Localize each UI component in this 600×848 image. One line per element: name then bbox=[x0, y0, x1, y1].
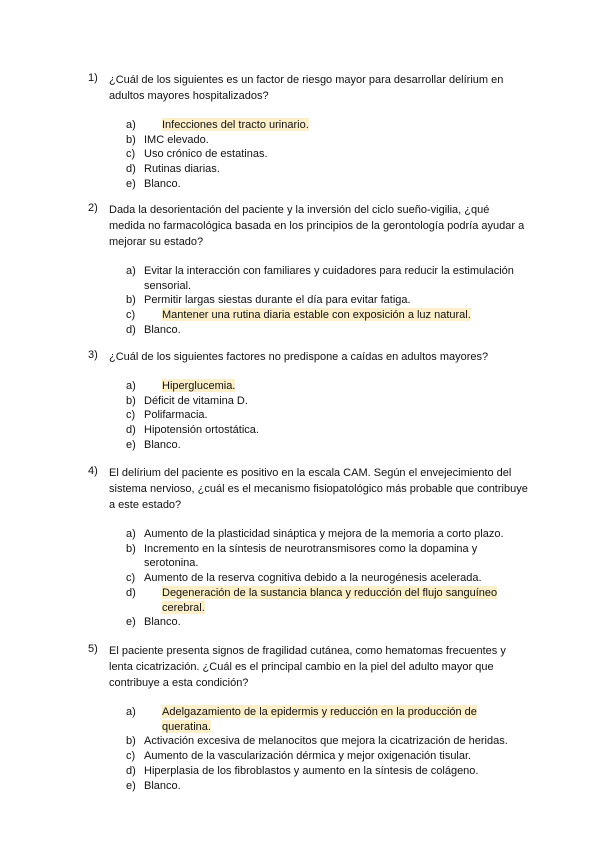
question-text: El delírium del paciente es positivo en la escala CAM. Según el envejecimiento del sistema nervioso, ¿cuál es el mecanismo fisiopatológico más probable que contribuye a este estado? bbox=[109, 467, 528, 511]
option-b[interactable] bbox=[126, 133, 528, 148]
option-a[interactable] bbox=[126, 264, 528, 293]
question-text: Dada la desorientación del paciente y la inversión del ciclo sueño-vigilia, ¿qué medida no farmacológica basada en los principios de la gerontología podría ayudar a mejorar su estado? bbox=[109, 204, 525, 248]
option-letter: b) bbox=[126, 542, 136, 555]
option-c[interactable] bbox=[126, 408, 528, 423]
option-letter: a) bbox=[126, 528, 136, 540]
option-b[interactable] bbox=[126, 542, 528, 571]
option-text-highlighted: Adelgazamiento de la epidermis y reducción en la producción de queratina. bbox=[162, 706, 477, 733]
option-letter: b) bbox=[126, 394, 136, 407]
option-text-highlighted: Infecciones del tracto urinario. bbox=[162, 119, 309, 131]
option-text: Aumento de la plasticidad sináptica y mejora de la memoria a corto plazo. bbox=[144, 528, 504, 540]
option-e[interactable] bbox=[126, 438, 528, 453]
option-letter: e) bbox=[126, 438, 136, 451]
option-d[interactable] bbox=[126, 162, 528, 177]
options-list bbox=[126, 705, 528, 793]
question-text: ¿Cuál de los siguientes factores no predispone a caídas en adultos mayores? bbox=[109, 351, 489, 363]
option-text: Activación excesiva de melanocitos que mejora la cicatrización de heridas. bbox=[144, 735, 508, 748]
option-letter: a) bbox=[126, 119, 136, 131]
option-letter: d) bbox=[126, 586, 136, 599]
option-letter: d) bbox=[126, 424, 136, 437]
option-letter: b) bbox=[126, 294, 136, 307]
option-letter: c) bbox=[126, 309, 136, 322]
question-number: 4) bbox=[88, 465, 98, 477]
option-d[interactable] bbox=[126, 323, 528, 338]
option-text: Permitir largas siestas durante el día para evitar fatiga. bbox=[144, 294, 411, 307]
option-b[interactable] bbox=[126, 394, 528, 409]
option-letter: e) bbox=[126, 779, 136, 792]
option-d[interactable] bbox=[126, 764, 528, 779]
option-letter: d) bbox=[126, 163, 136, 176]
option-a[interactable] bbox=[126, 118, 528, 133]
option-text: Aumento de la vascularización dérmica y mejor oxigenación tisular. bbox=[144, 750, 472, 763]
option-e[interactable] bbox=[126, 177, 528, 192]
options-list bbox=[126, 264, 528, 338]
question-4 bbox=[88, 465, 528, 630]
option-text: Evitar la interacción con familiares y cuidadores para reducir la estimulación sensorial. bbox=[144, 265, 514, 292]
option-c[interactable] bbox=[126, 571, 528, 586]
option-b[interactable] bbox=[126, 734, 528, 749]
option-text: Blanco. bbox=[144, 616, 181, 629]
question-text: El paciente presenta signos de fragilidad cutánea, como hematomas frecuentes y lenta cicatrización. ¿Cuál es el principal cambio en la piel del adulto mayor que contribuye a esta condición? bbox=[109, 645, 506, 689]
option-a[interactable] bbox=[126, 379, 528, 394]
option-letter: a) bbox=[126, 380, 136, 392]
option-text: Blanco. bbox=[144, 438, 181, 451]
option-text: Uso crónico de estatinas. bbox=[144, 148, 268, 161]
question-5 bbox=[88, 643, 528, 793]
option-text: IMC elevado. bbox=[144, 133, 209, 146]
option-text: Polifarmacia. bbox=[144, 409, 208, 422]
option-c[interactable] bbox=[126, 749, 528, 764]
option-a[interactable] bbox=[126, 705, 528, 734]
option-letter: e) bbox=[126, 616, 136, 629]
option-text: Rutinas diarias. bbox=[144, 163, 220, 176]
question-number: 1) bbox=[88, 72, 98, 84]
option-letter: a) bbox=[126, 265, 136, 277]
option-letter: a) bbox=[126, 706, 136, 718]
option-letter: d) bbox=[126, 323, 136, 336]
option-text: Hipotensión ortostática. bbox=[144, 424, 259, 437]
question-3 bbox=[88, 349, 528, 453]
options-list bbox=[126, 379, 528, 453]
option-text-highlighted: Degeneración de la sustancia blanca y reducción del flujo sanguíneo cerebral. bbox=[162, 586, 498, 614]
question-number: 5) bbox=[88, 643, 98, 655]
question-1 bbox=[88, 72, 528, 192]
option-d[interactable] bbox=[126, 423, 528, 438]
option-text: Blanco. bbox=[144, 177, 181, 190]
option-text: Aumento de la reserva cognitiva debido a la neurogénesis acelerada. bbox=[144, 572, 482, 585]
question-number: 2) bbox=[88, 202, 98, 214]
question-2 bbox=[88, 202, 528, 338]
option-e[interactable] bbox=[126, 779, 528, 794]
option-e[interactable] bbox=[126, 615, 528, 630]
option-text: Hiperplasia de los fibroblastos y aumento en la síntesis de colágeno. bbox=[144, 764, 479, 777]
options-list bbox=[126, 527, 528, 630]
option-letter: c) bbox=[126, 750, 136, 763]
option-letter: c) bbox=[126, 572, 136, 585]
option-letter: e) bbox=[126, 177, 136, 190]
option-b[interactable] bbox=[126, 293, 528, 308]
option-letter: c) bbox=[126, 148, 136, 161]
option-letter: d) bbox=[126, 764, 136, 777]
question-text: ¿Cuál de los siguientes es un factor de riesgo mayor para desarrollar delírium en adultos mayores hospitalizados? bbox=[109, 74, 504, 102]
option-letter: b) bbox=[126, 735, 136, 748]
option-c[interactable] bbox=[126, 308, 528, 323]
option-letter: c) bbox=[126, 409, 136, 422]
option-letter: b) bbox=[126, 133, 136, 146]
option-text: Incremento en la síntesis de neurotransmisores como la dopamina y serotonina. bbox=[144, 542, 478, 570]
options-list bbox=[126, 118, 528, 192]
option-text-highlighted: Mantener una rutina diaria estable con exposición a luz natural. bbox=[162, 309, 471, 322]
option-text: Déficit de vitamina D. bbox=[144, 394, 248, 407]
option-c[interactable] bbox=[126, 147, 528, 162]
option-a[interactable] bbox=[126, 527, 528, 542]
question-number: 3) bbox=[88, 349, 98, 361]
option-d[interactable] bbox=[126, 586, 528, 615]
option-text: Blanco. bbox=[144, 323, 181, 336]
option-text-highlighted: Hiperglucemia. bbox=[162, 380, 236, 392]
option-text: Blanco. bbox=[144, 779, 181, 792]
